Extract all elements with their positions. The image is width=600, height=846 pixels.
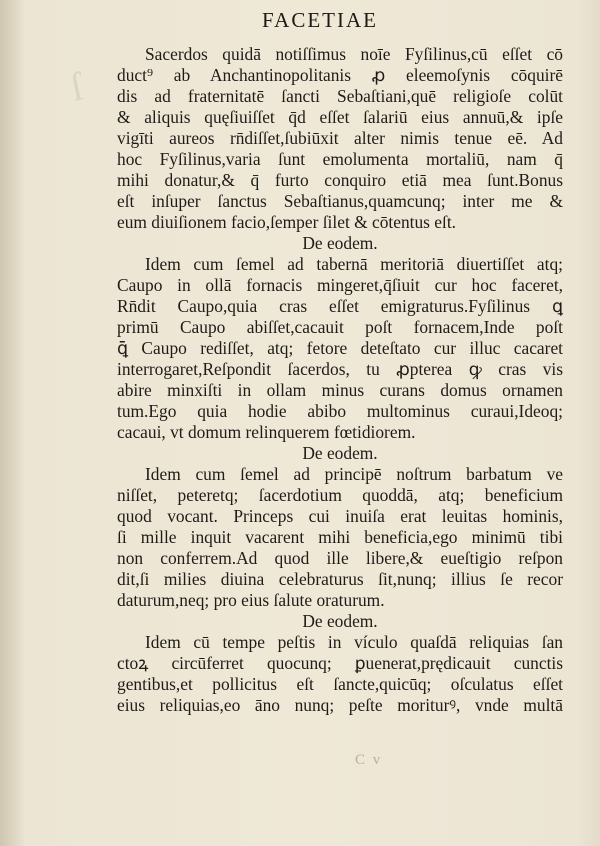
text-line: gentibus,et pollicitus eſt ſancte,quicūq; oſculatus eſſet bbox=[117, 674, 563, 694]
text-line: Caupo in ollā fornacis mingeret,q̄ſiuit cur hoc faceret, bbox=[117, 275, 563, 295]
text-line: vigīti aureos rn̄diſſet,ſubiūxit alter nimis tenue eē. Ad bbox=[117, 128, 563, 148]
text-line: cacaui, vt domum relinquerem fœtidiorem. bbox=[117, 422, 416, 442]
text-line: eſt inſuper ſanctus Sebaſtianus,quamcunq; inter me & bbox=[117, 191, 563, 211]
text-line: ctoꝝ circūferret quocunq; ꝑuenerat,prędicauit cunctis bbox=[117, 653, 563, 673]
show-through-ink: ſ bbox=[66, 63, 87, 110]
text-line: Idem cum ſemel ad principē noſtrum barbatum ve bbox=[145, 464, 563, 484]
text-line: Idem cum ſemel ad tabernā meritoriā diuertiſſet atq; bbox=[145, 254, 563, 274]
text-line: dit,ſi milies diuina celebraturus ſit,nunq; illius ſe recor bbox=[117, 569, 563, 589]
signature-mark: C v bbox=[355, 752, 383, 768]
text-line: mihi donatur,& q̄ furto conquiro etiā mea ſunt.Bonus bbox=[117, 170, 563, 190]
text-line: Rn̄dit Caupo,quia cras eſſet emigraturus.Fyſilinus ꝗ bbox=[117, 296, 563, 316]
section-heading: De eodem. bbox=[302, 233, 378, 253]
text-line: & aliquis quęſiuiſſet q̄d eſſet ſalariū eius annuū,& ipſe bbox=[117, 107, 563, 127]
text-line: ſi mille inquit vacarent mihi beneficia,ego minimū tibi bbox=[117, 527, 563, 547]
text-line: niſſet, peteretq; ſacerdotium quoddā, atq; beneficium bbox=[117, 485, 563, 505]
section-heading: De eodem. bbox=[302, 443, 378, 463]
text-line: Idem cū tempe peſtis in vículo quaſdā reliquias ſan bbox=[145, 632, 563, 652]
text-block bbox=[117, 44, 563, 716]
text-line: quod vocant. Princeps cui inuiſa erat leuitas hominis, bbox=[117, 506, 563, 526]
text-line: hoc Fyſilinus,varia ſunt emolumenta mortaliū, nam q̄ bbox=[117, 149, 563, 169]
running-head: FACETIAE bbox=[262, 8, 378, 32]
section-heading: De eodem. bbox=[302, 611, 378, 631]
text-line: Sacerdos quidā notiſſimus noīe Fyſilinus,cū eſſet cō bbox=[145, 44, 563, 64]
text-line: interrogaret,Reſpondit ſacerdos, tu ꝓpterea ꝙ cras vis bbox=[117, 359, 563, 379]
text-line: abire minxiſti in ollam minus curans domus ornamen bbox=[117, 380, 563, 400]
text-line: dis ad fraternitatē ſancti Sebaſtiani,quē religioſe colūt bbox=[117, 86, 563, 106]
text-line: eum diuiſionem facio,ſemper ſilet & cōtentus eſt. bbox=[117, 212, 457, 232]
text-line: non conferrem.Ad quod ille libere,& eueſtigio reſpon bbox=[117, 548, 563, 568]
text-line: duct⁹ ab Anchantinopolitanis ꝓ eleemoſynis cōquirē bbox=[117, 65, 563, 85]
text-line: primū Caupo abiſſet,cacauit poſt fornacem,Inde poſt bbox=[117, 317, 563, 337]
text-line: tum.Ego quia hodie abibo multominus curaui,Ideoq; bbox=[117, 401, 563, 421]
gutter-shadow bbox=[0, 0, 26, 846]
text-line: ꝗ̄ Caupo rediſſet, atq; fetore deteſtato cur illuc cacaret bbox=[117, 338, 563, 358]
text-line: daturum,neq; pro eius ſalute oraturum. bbox=[117, 590, 385, 610]
text-line: eius reliquias,eo āno nunq; peſte moriturꝰ, vnde multā bbox=[117, 695, 563, 715]
